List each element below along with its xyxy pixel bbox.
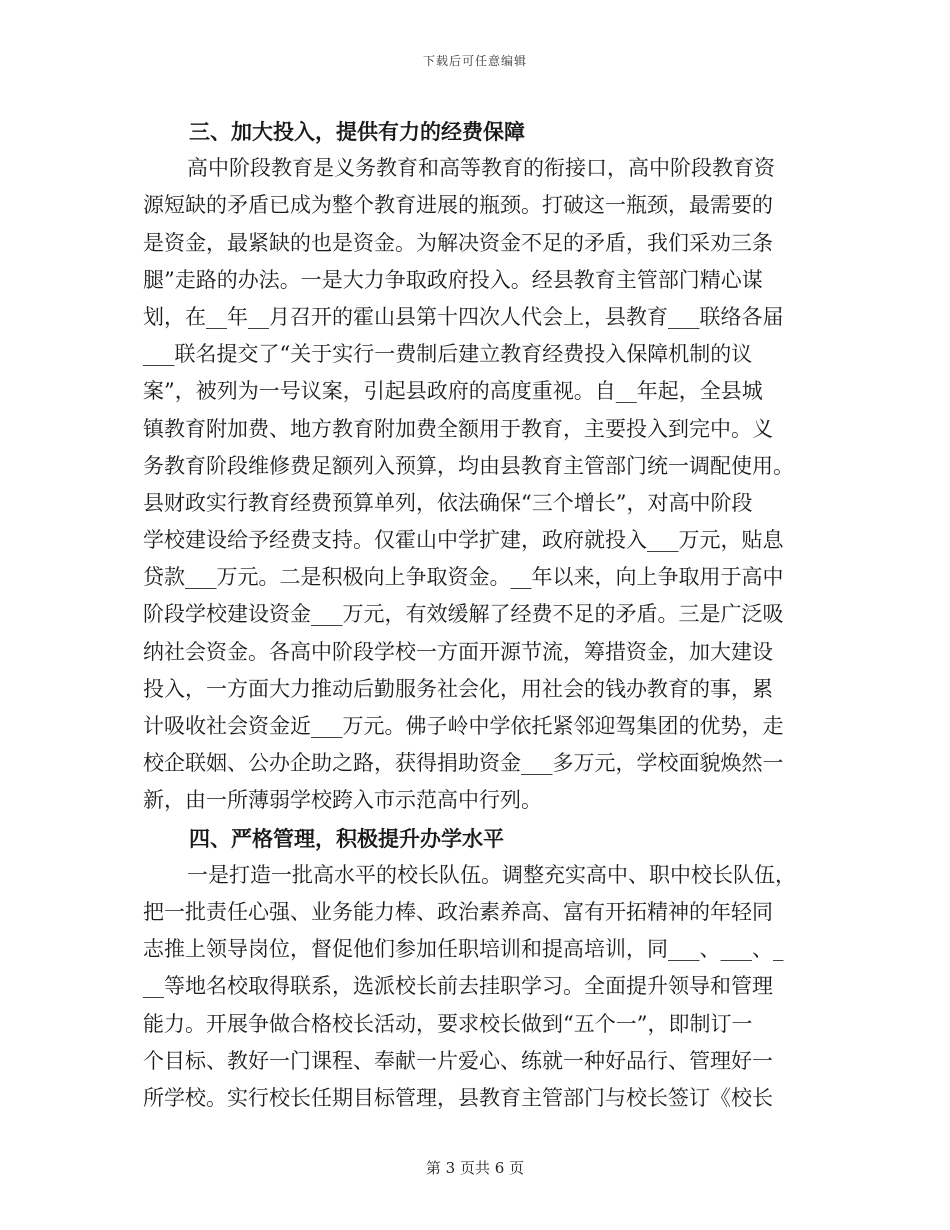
- paragraph-line: 贷款___万元。二是积极向上争取资金。__年以来，向上争取用于高中: [143, 565, 784, 590]
- paragraph-line: __等地名校取得联系，选派校长前去挂职学习。全面提升领导和管理: [143, 974, 773, 999]
- section-heading-4: 四、严格管理，积极提升办学水平: [189, 825, 504, 851]
- page-header: 下载后可任意编辑: [422, 54, 527, 68]
- paragraph-line: 个目标、教好一门课程、奉献一片爱心、练就一种好品行、管理好一: [143, 1048, 773, 1073]
- paragraph-line: 一是打造一批高水平的校长队伍。调整充实高中、职中校长队伍，: [187, 862, 796, 887]
- paragraph-line: 新，由一所薄弱学校跨入市示范高中行列。: [143, 788, 542, 813]
- document-body: [143, 113, 808, 1117]
- paragraph-line: 县财政实行教育经费预算单列，依法确保“三个增长”，对高中阶段: [143, 490, 753, 515]
- paragraph-line: 能力。开展争做合格校长活动，要求校长做到“五个一”，即制订一: [143, 1011, 753, 1036]
- paragraph-line: 纳社会资金。各高中阶段学校一方面开源节流，筹措资金，加大建设: [143, 639, 773, 664]
- paragraph-line: 所学校。实行校长任期目标管理，县教育主管部门与校长签订《校长: [143, 1085, 773, 1110]
- paragraph-line: 腿”走路的办法。一是大力争取政府投入。经县教育主管部门精心谋: [143, 267, 763, 292]
- section-heading-3: 三、加大投入，提供有力的经费保障: [189, 119, 525, 144]
- paragraph-line: 校企联姻、公办企助之路，获得捐助资金___多万元，学校面貌焕然一: [143, 751, 784, 776]
- paragraph-line: ___联名提交了“关于实行一费制后建立教育经费投入保障机制的议: [143, 342, 753, 367]
- paragraph-line: 高中阶段教育是义务教育和高等教育的衔接口，高中阶段教育资: [187, 156, 775, 181]
- paragraph-line: 学校建设给予经费支持。仅霍山中学扩建，政府就投入___万元，贴息: [143, 528, 784, 553]
- paragraph-line: 把一批责任心强、业务能力棒、政治素养高、富有开拓精神的年轻同: [143, 899, 773, 924]
- paragraph-line: 源短缺的矛盾已成为整个教育进展的瓶颈。打破这一瓶颈，最需要的: [143, 193, 773, 218]
- paragraph-line: 投入，一方面大力推动后勤服务社会化，用社会的钱办教育的事，累: [143, 676, 773, 701]
- paragraph-line: 镇教育附加费、地方教育附加费全额用于教育，主要投入到完中。义: [143, 416, 773, 441]
- paragraph-line: 划，在__年__月召开的霍山县第十四次人代会上，县教育___联络各届: [143, 304, 784, 329]
- paragraph-line: 是资金，最紧缺的也是资金。为解决资金不足的矛盾，我们采劝三条: [143, 230, 773, 255]
- paragraph-line: 案”，被列为一号议案，引起县政府的高度重视。自__年起，全县城: [143, 379, 763, 404]
- paragraph-line: 计吸收社会资金近___万元。佛子岭中学依托紧邻迎驾集团的优势，走: [143, 714, 784, 738]
- paragraph-line: 阶段学校建设资金___万元，有效缓解了经费不足的矛盾。三是广泛吸: [143, 602, 784, 627]
- paragraph-line: 务教育阶段维修费足额列入预算，均由县教育主管部门统一调配使用。: [143, 453, 794, 478]
- page-number: 第 3 页共 6 页: [425, 1159, 525, 1177]
- paragraph-line: 志推上领导岗位，督促他们参加任职培训和提高培训，同___、___、_: [143, 937, 784, 962]
